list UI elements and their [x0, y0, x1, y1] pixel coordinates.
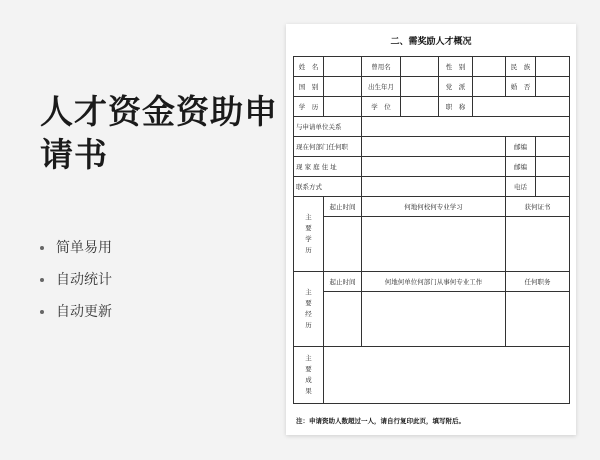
- value-ethnicity[interactable]: [536, 57, 570, 77]
- feature-item: 简单易用: [40, 232, 112, 264]
- label-nationality: 国 别: [294, 77, 324, 97]
- form-footnote: 注：申请资助人数超过一人，请自行复印此页，填写附后。: [296, 417, 465, 425]
- label-main-education: 主要学历: [294, 197, 324, 272]
- value-party[interactable]: [473, 77, 506, 97]
- value-name[interactable]: [324, 57, 362, 77]
- label-home-address: 现 家 庭 住 址: [294, 157, 362, 177]
- label-main-achievements: 主要成果: [294, 347, 324, 404]
- label-title: 职 称: [439, 97, 473, 117]
- exp-header-position: 任何职务: [506, 272, 570, 292]
- bullet-dot-icon: [40, 310, 44, 314]
- value-postcode-1[interactable]: [536, 137, 570, 157]
- label-gender: 性 别: [439, 57, 473, 77]
- label-name: 姓 名: [294, 57, 324, 77]
- value-relation[interactable]: [362, 117, 570, 137]
- label-ethnicity: 民 族: [506, 57, 536, 77]
- page-title-line-1: 人才资金资助申: [40, 92, 278, 131]
- value-title[interactable]: [473, 97, 570, 117]
- label-current-position: 现在何部门任何职: [294, 137, 362, 157]
- edu-header-school: 何地何校何专业学习: [362, 197, 506, 217]
- value-marital[interactable]: [536, 77, 570, 97]
- value-achievements[interactable]: [324, 347, 570, 404]
- label-contact: 联系方式: [294, 177, 362, 197]
- edu-header-certificate: 获何证书: [506, 197, 570, 217]
- page-title-line-2: 请书: [40, 135, 108, 174]
- cover-title-block: [40, 90, 280, 176]
- edu-certificate-cell[interactable]: [506, 217, 570, 272]
- feature-list: [40, 232, 112, 328]
- label-relation: 与申请单位关系: [294, 117, 362, 137]
- label-main-experience: 主要经历: [294, 272, 324, 347]
- edu-period-cell[interactable]: [324, 217, 362, 272]
- value-home-address[interactable]: [362, 157, 506, 177]
- feature-item: 自动统计: [40, 264, 112, 296]
- label-degree: 学 位: [362, 97, 401, 117]
- edu-school-cell[interactable]: [362, 217, 506, 272]
- bullet-dot-icon: [40, 278, 44, 282]
- form-title: 二、需奖励人才概况: [390, 37, 472, 47]
- label-postcode-2: 邮编: [506, 157, 536, 177]
- feature-item: 自动更新: [40, 296, 112, 328]
- value-contact[interactable]: [362, 177, 506, 197]
- exp-header-period: 起止时间: [324, 272, 362, 292]
- label-education: 学 历: [294, 97, 324, 117]
- value-phone[interactable]: [536, 177, 570, 197]
- exp-position-cell[interactable]: [506, 292, 570, 347]
- talent-info-table: [293, 56, 570, 404]
- exp-header-work: 何地何单位何部门从事何专业工作: [362, 272, 506, 292]
- value-degree[interactable]: [401, 97, 439, 117]
- label-birth-date: 出生年月: [362, 77, 401, 97]
- exp-work-cell[interactable]: [362, 292, 506, 347]
- label-phone: 电话: [506, 177, 536, 197]
- value-nationality[interactable]: [324, 77, 362, 97]
- label-party: 党 派: [439, 77, 473, 97]
- value-former-name[interactable]: [401, 57, 439, 77]
- bullet-dot-icon: [40, 246, 44, 250]
- value-postcode-2[interactable]: [536, 157, 570, 177]
- value-gender[interactable]: [473, 57, 506, 77]
- value-birth-date[interactable]: [401, 77, 439, 97]
- exp-period-cell[interactable]: [324, 292, 362, 347]
- label-marital: 婚 否: [506, 77, 536, 97]
- edu-header-period: 起止时间: [324, 197, 362, 217]
- label-former-name: 曾用名: [362, 57, 401, 77]
- value-current-position[interactable]: [362, 137, 506, 157]
- form-preview-page: [286, 24, 576, 435]
- value-education[interactable]: [324, 97, 362, 117]
- label-postcode-1: 邮编: [506, 137, 536, 157]
